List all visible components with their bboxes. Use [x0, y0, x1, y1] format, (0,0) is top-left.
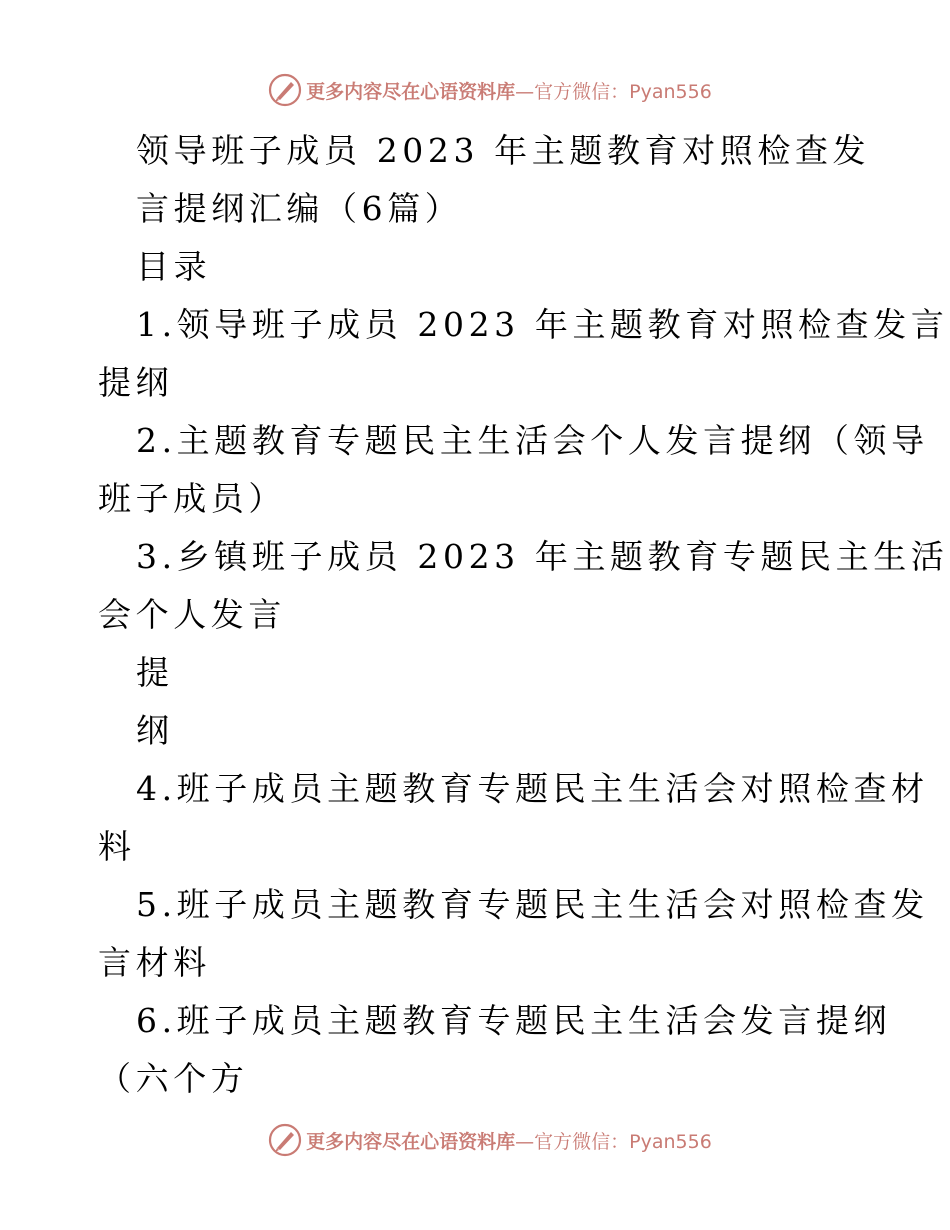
quill-pen-icon — [268, 1123, 302, 1157]
footer-watermark — [0, 1120, 950, 1160]
toc-item-1-line-1: 1.领导班子成员 2023 年主题教育对照检查发言 — [136, 305, 949, 344]
document-title-line-1: 领导班子成员 2023 年主题教育对照检查发 — [136, 131, 871, 170]
toc-item-5-line-1: 5.班子成员主题教育专题民主生活会对照检查发 — [136, 885, 929, 924]
toc-item-6-line-2: （六个方 — [98, 1059, 249, 1098]
quill-pen-icon — [268, 73, 302, 107]
toc-item-3-line-4: 纲 — [136, 711, 174, 750]
toc-heading: 目录 — [136, 247, 212, 286]
toc-item-2-line-2: 班子成员） — [98, 479, 286, 518]
document-body — [98, 122, 949, 1108]
toc-item-1-line-2: 提纲 — [98, 363, 174, 402]
header-watermark — [0, 70, 950, 110]
watermark-text: 更多内容尽在心语资料库—官方微信：Pyan556 — [306, 80, 712, 103]
toc-item-3-line-2: 会个人发言 — [98, 595, 286, 634]
toc-item-4-line-1: 4.班子成员主题教育专题民主生活会对照检查材 — [136, 769, 929, 808]
watermark-text: 更多内容尽在心语资料库—官方微信：Pyan556 — [306, 1130, 712, 1153]
document-title-line-2: 言提纲汇编（6篇） — [136, 189, 463, 228]
toc-item-4-line-2: 料 — [98, 827, 136, 866]
toc-item-3-line-1: 3.乡镇班子成员 2023 年主题教育专题民主生活 — [136, 537, 949, 576]
toc-item-5-line-2: 言材料 — [98, 943, 211, 982]
toc-item-3-line-3: 提 — [136, 653, 174, 692]
toc-item-2-line-1: 2.主题教育专题民主生活会个人发言提纲（领导 — [136, 421, 929, 460]
toc-item-6-line-1: 6.班子成员主题教育专题民主生活会发言提纲 — [136, 1001, 892, 1040]
